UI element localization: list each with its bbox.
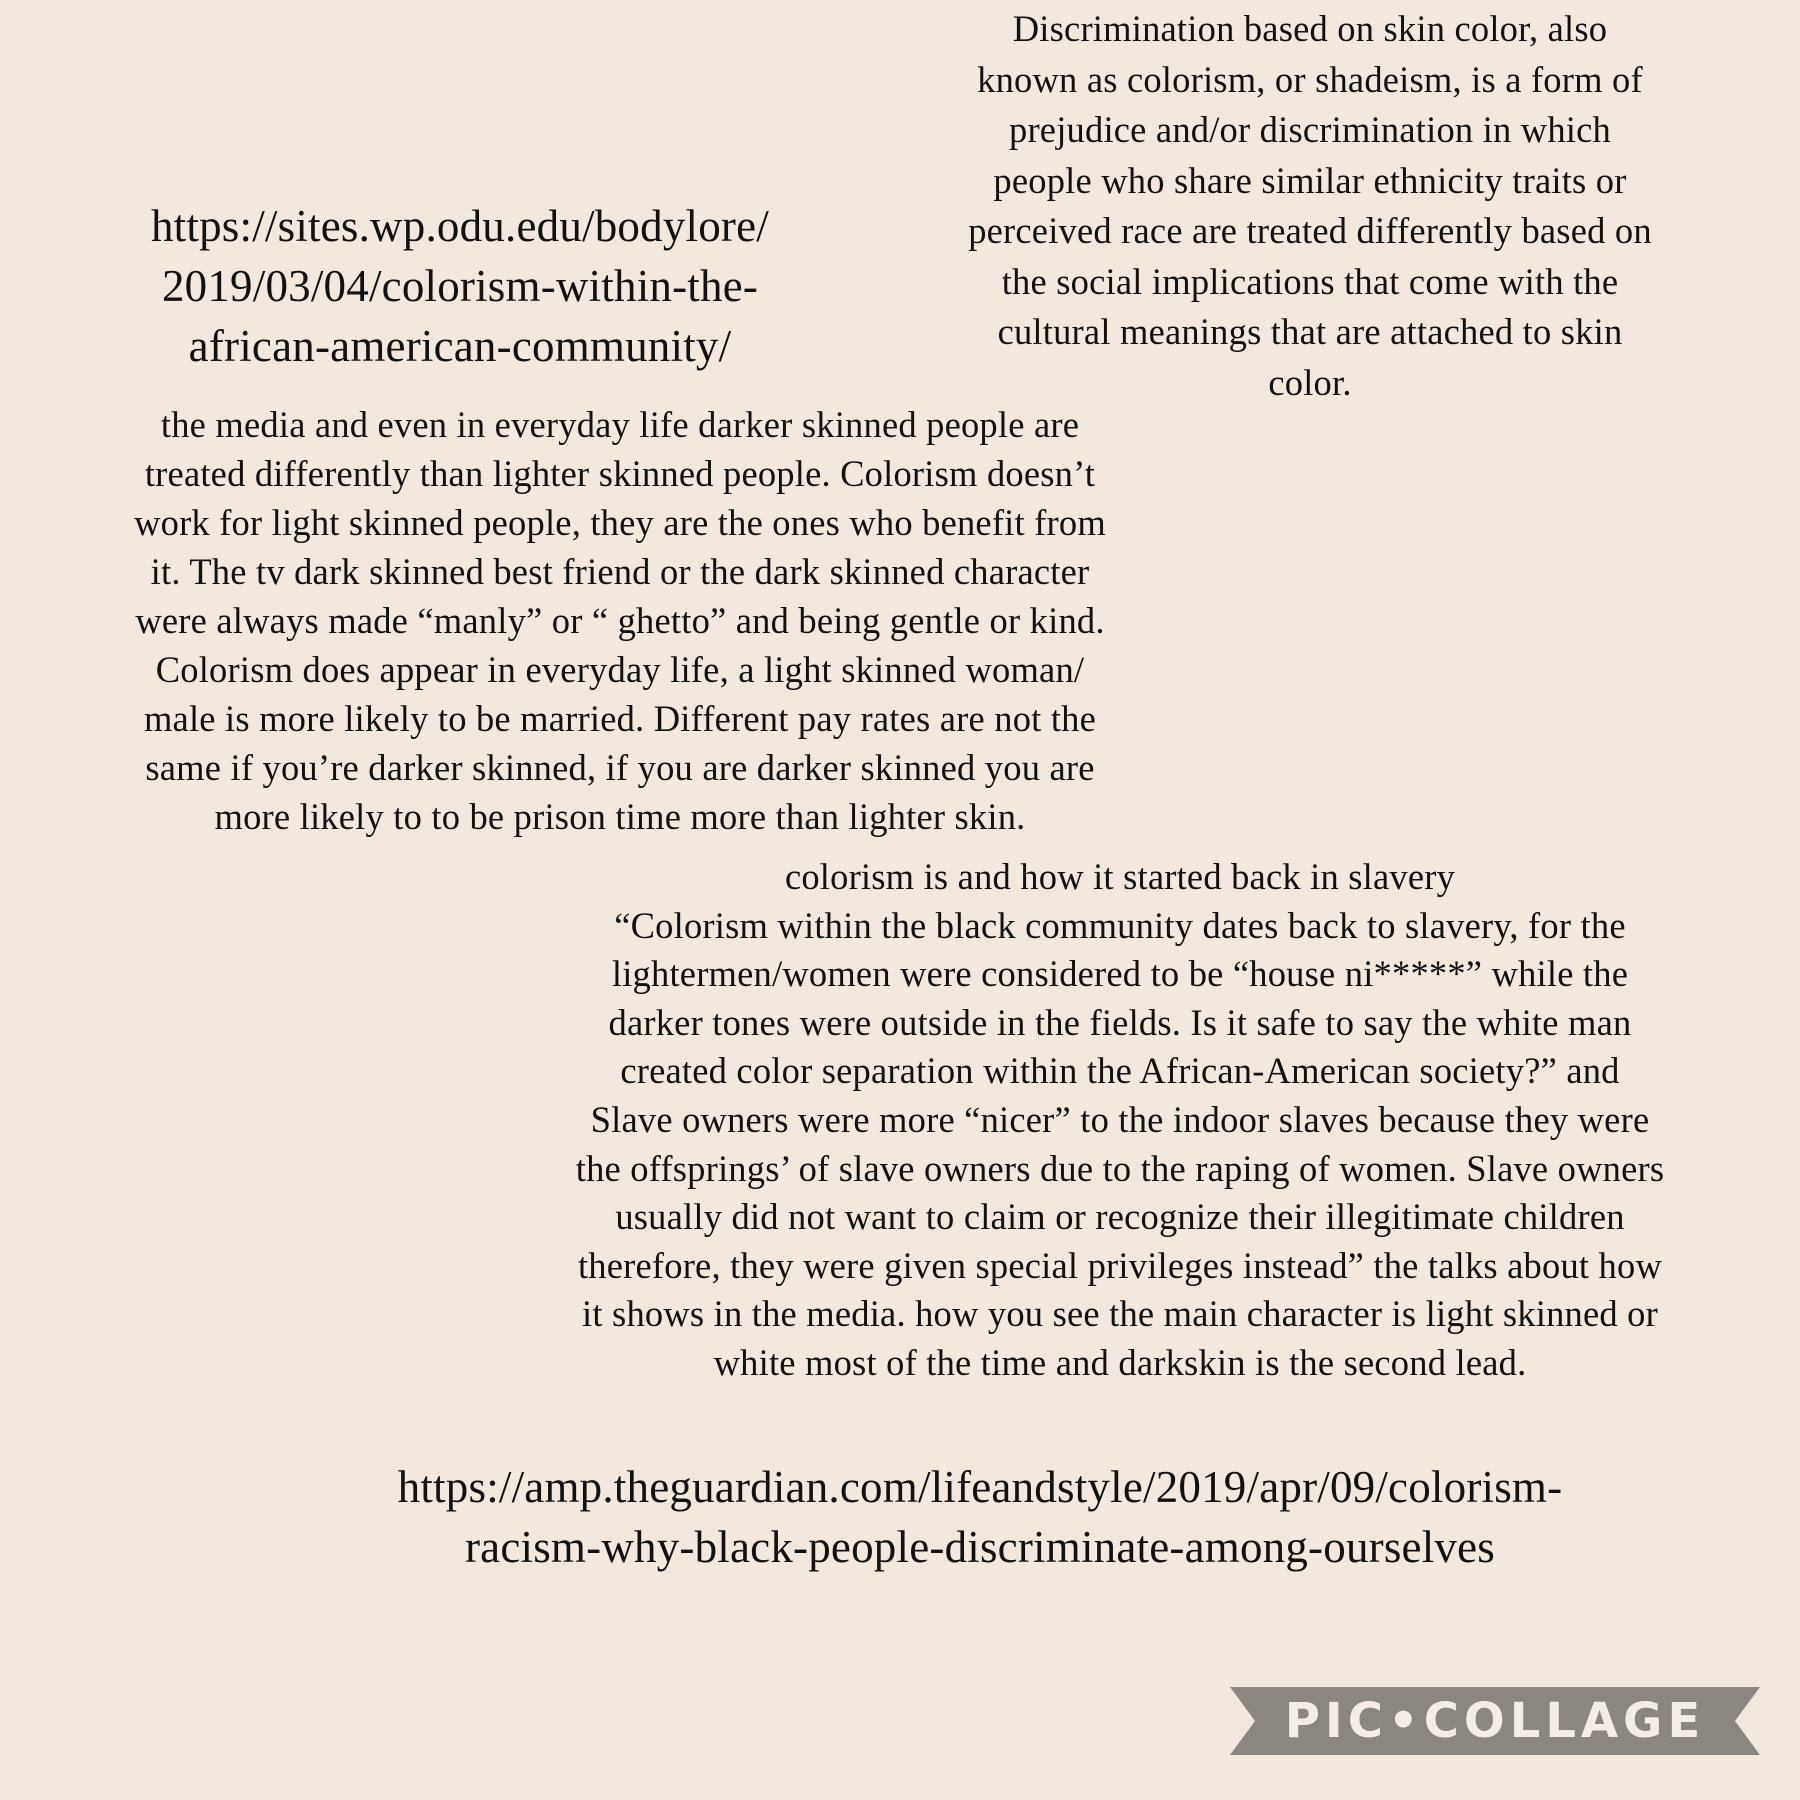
media-colorism-text: the media and even in everyday life darker skinned people are treated differently than lighter skinned people. Colorism doesn’t work for light skinned people, they are the ones who benefit from it. The tv dark skinned best friend or the dark skinned character were always made “manly” or “ ghetto” and being gentle or kind. Colorism does appear in everyday life, a light skinned woman/ male is more likely to be married. Different pay rates are not the same if you’re darker skinned, if you are darker skinned you are more likely to to be prison time more than lighter skin.: [134, 404, 1106, 837]
watermark-label: PIC•COLLAGE: [1284, 1693, 1706, 1749]
source-link-guardian[interactable]: https://amp.theguardian.com/lifeandstyle/2019/apr/09/colorism- racism-why-black-people-discriminate-among-ourselves: [397, 1462, 1563, 1572]
pic-collage-watermark: [1230, 1687, 1760, 1755]
definition-text: Discrimination based on skin color, also known as colorism, or shadeism, is a form of prejudice and/or discrimination in which people who share similar ethnicity traits or perceived race are treated differently based on the social implications that come with the cultural meanings that are attached to skin color.: [968, 8, 1652, 403]
slavery-history-text: colorism is and how it started back in slavery “Colorism within the black community dates back to slavery, for the lightermen/women were considered to be “house ni*****” while the darker tones were outside in the fields. Is it safe to say the white man created color separation within the African-American society?” and Slave owners were more “nicer” to the indoor slaves because they were the offsprings’ of slave owners due to the raping of women. Slave owners usually did not want to claim or recognize their illegitimate children therefore, they were given special privileges instead” the talks about how it shows in the media. how you see the main character is light skinned or white most of the time and darkskin is the second lead.: [575, 856, 1665, 1383]
source-link-odu[interactable]: https://sites.wp.odu.edu/bodylore/ 2019/03/04/colorism-within-the- african-american-community/: [150, 201, 769, 371]
